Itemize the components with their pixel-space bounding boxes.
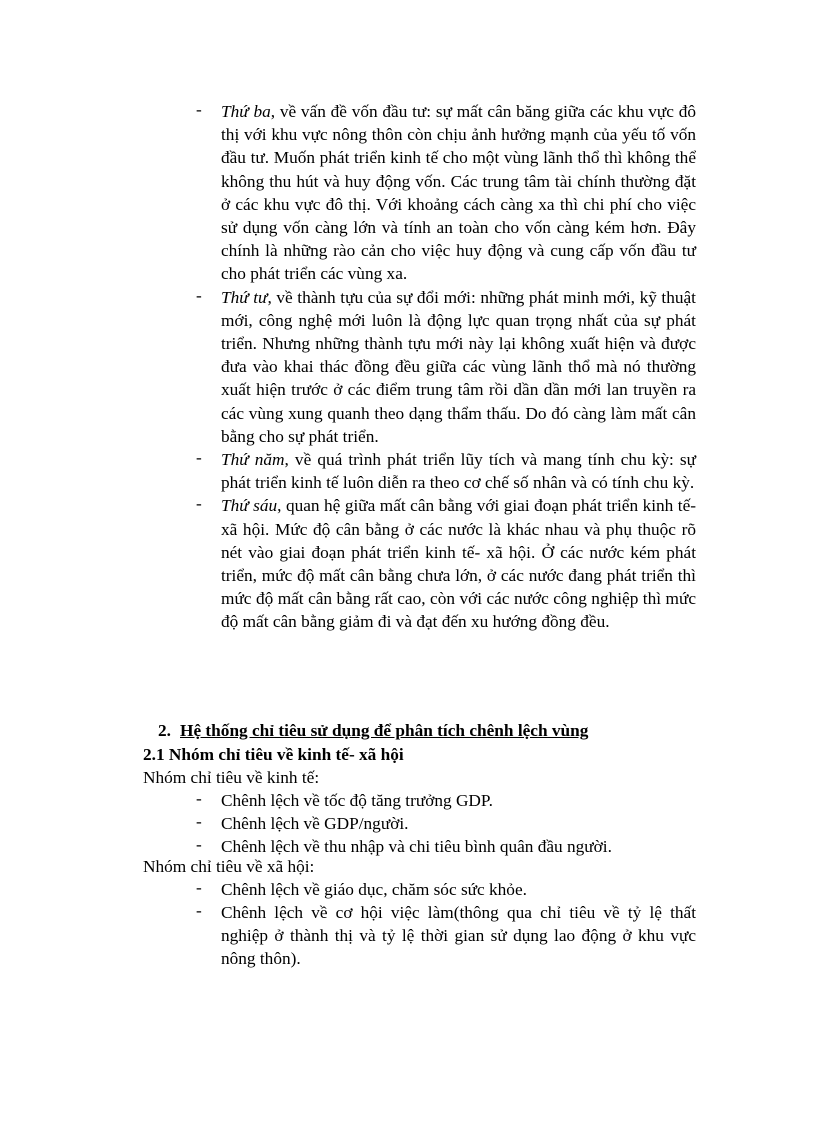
bullet-dash: -: [196, 100, 202, 119]
bullet-dash: -: [196, 285, 202, 305]
list-item-text: Chênh lệch về GDP/người.: [221, 814, 409, 833]
list-item-text: Chênh lệch về thu nhập và chi tiêu bình quân đầu người.: [221, 837, 612, 856]
bullet-dash: -: [196, 901, 202, 920]
list-item-lead: Thứ ba: [221, 102, 271, 121]
list-item-body: , về thành tựu của sự đổi mới: những phát minh mới, kỹ thuật mới, công nghệ mới luôn là động lực quan trọng nhất của sự phát triển. Nhưng những thành tựu mới này lại không xuất hiện và được đưa vào khai thác đồng đều giữa các vùng lãnh thổ mà nó thường xuất hiện trước ở các điểm trung tâm rồi dần dần mới lan truyền ra các vùng xung quanh theo dạng thẩm thấu. Do đó càng làm mất cân bằng cho sự phát triển.: [221, 287, 696, 446]
economic-group-label: Nhóm chỉ tiêu về kinh tế:: [143, 768, 320, 787]
list-item-text: [221, 494, 696, 633]
social-group-label: Nhóm chỉ tiêu về xã hội:: [143, 857, 315, 876]
list-item-lead: Thứ sáu: [221, 496, 278, 516]
list-item: [196, 878, 696, 901]
list-item-text: Chênh lệch về giáo dục, chăm sóc sức khỏe.: [221, 880, 527, 899]
list-item-body: , quan hệ giữa mất cân bằng với giai đoạn phát triển kinh tế- xã hội. Mức độ cân bằng ở các nước là khác nhau và phụ thuộc rõ nét vào giai đoạn phát triển kinh tế- xã hội. Ở các nước kém phát triển, mức độ mất cân bằng chưa lớn, ở các nước đang phát triển thì mức độ mất cân bằng rất cao, còn với các nước công nghiệp thì mức độ mất cân bằng giảm đi và đạt đến xu hướng đồng đều.: [221, 496, 696, 632]
list-item: [196, 789, 696, 812]
list-item-body: , về quá trình phát triển lũy tích và mang tính chu kỳ: sự phát triển kinh tế luôn diễn ra theo cơ chế số nhân và có tính chu kỳ.: [221, 450, 696, 493]
bullet-dash: -: [196, 789, 202, 808]
list-item-lead: Thứ tư: [221, 287, 268, 307]
bullet-dash: -: [196, 812, 202, 831]
list-item-text: Chênh lệch về cơ hội việc làm(thông qua chỉ tiêu về tỷ lệ thất nghiệp ở thành thị và tỷ lệ thời gian sử dụng lao động ở khu vực nông thôn).: [221, 903, 696, 968]
social-list: [196, 878, 696, 970]
bullet-dash: -: [196, 835, 202, 854]
list-item: [196, 494, 696, 633]
subsection-heading: 2.1 Nhóm chỉ tiêu về kinh tế- xã hội: [143, 745, 404, 764]
bullet-dash: -: [196, 448, 202, 468]
list-item: [196, 100, 696, 286]
bullet-dash: -: [196, 878, 202, 897]
list-item: [196, 448, 696, 494]
list-item: [196, 812, 696, 835]
list-item-body: , về vấn đề vốn đầu tư: sự mất cân băng giữa các khu vực đô thị với khu vực nông thôn còn chịu ảnh hưởng mạnh của yếu tố vốn đầu tư. Muốn phát triển kinh tế cho một vùng lãnh thổ thì không thể không thu hút và huy động vốn. Các trung tâm tài chính thường đặt ở các khu vực đô thị. Với khoảng cách càng xa thì chi phí cho việc sử dụng vốn càng lớn và tính an toàn cho vốn càng kém hơn. Đây chính là những rào cản cho việc huy động và cung cấp vốn đầu tư cho phát triển các vùng xa.: [221, 102, 696, 284]
list-item-text: [221, 286, 696, 448]
bullet-dash: -: [196, 494, 202, 514]
list-item-text: [221, 448, 696, 494]
list-item: [196, 286, 696, 448]
list-item-text: [221, 100, 696, 286]
economic-list: [196, 789, 696, 858]
section-heading: [158, 719, 588, 742]
list-item: [196, 901, 696, 970]
list-item-lead: Thứ năm: [221, 450, 285, 470]
section-number: 2.: [158, 721, 171, 740]
section-title: Hệ thống chỉ tiêu sử dụng để phân tích chênh lệch vùng: [180, 721, 589, 740]
list-item-text: Chênh lệch về tốc độ tăng trưởng GDP.: [221, 791, 493, 810]
causes-list: [196, 100, 696, 634]
